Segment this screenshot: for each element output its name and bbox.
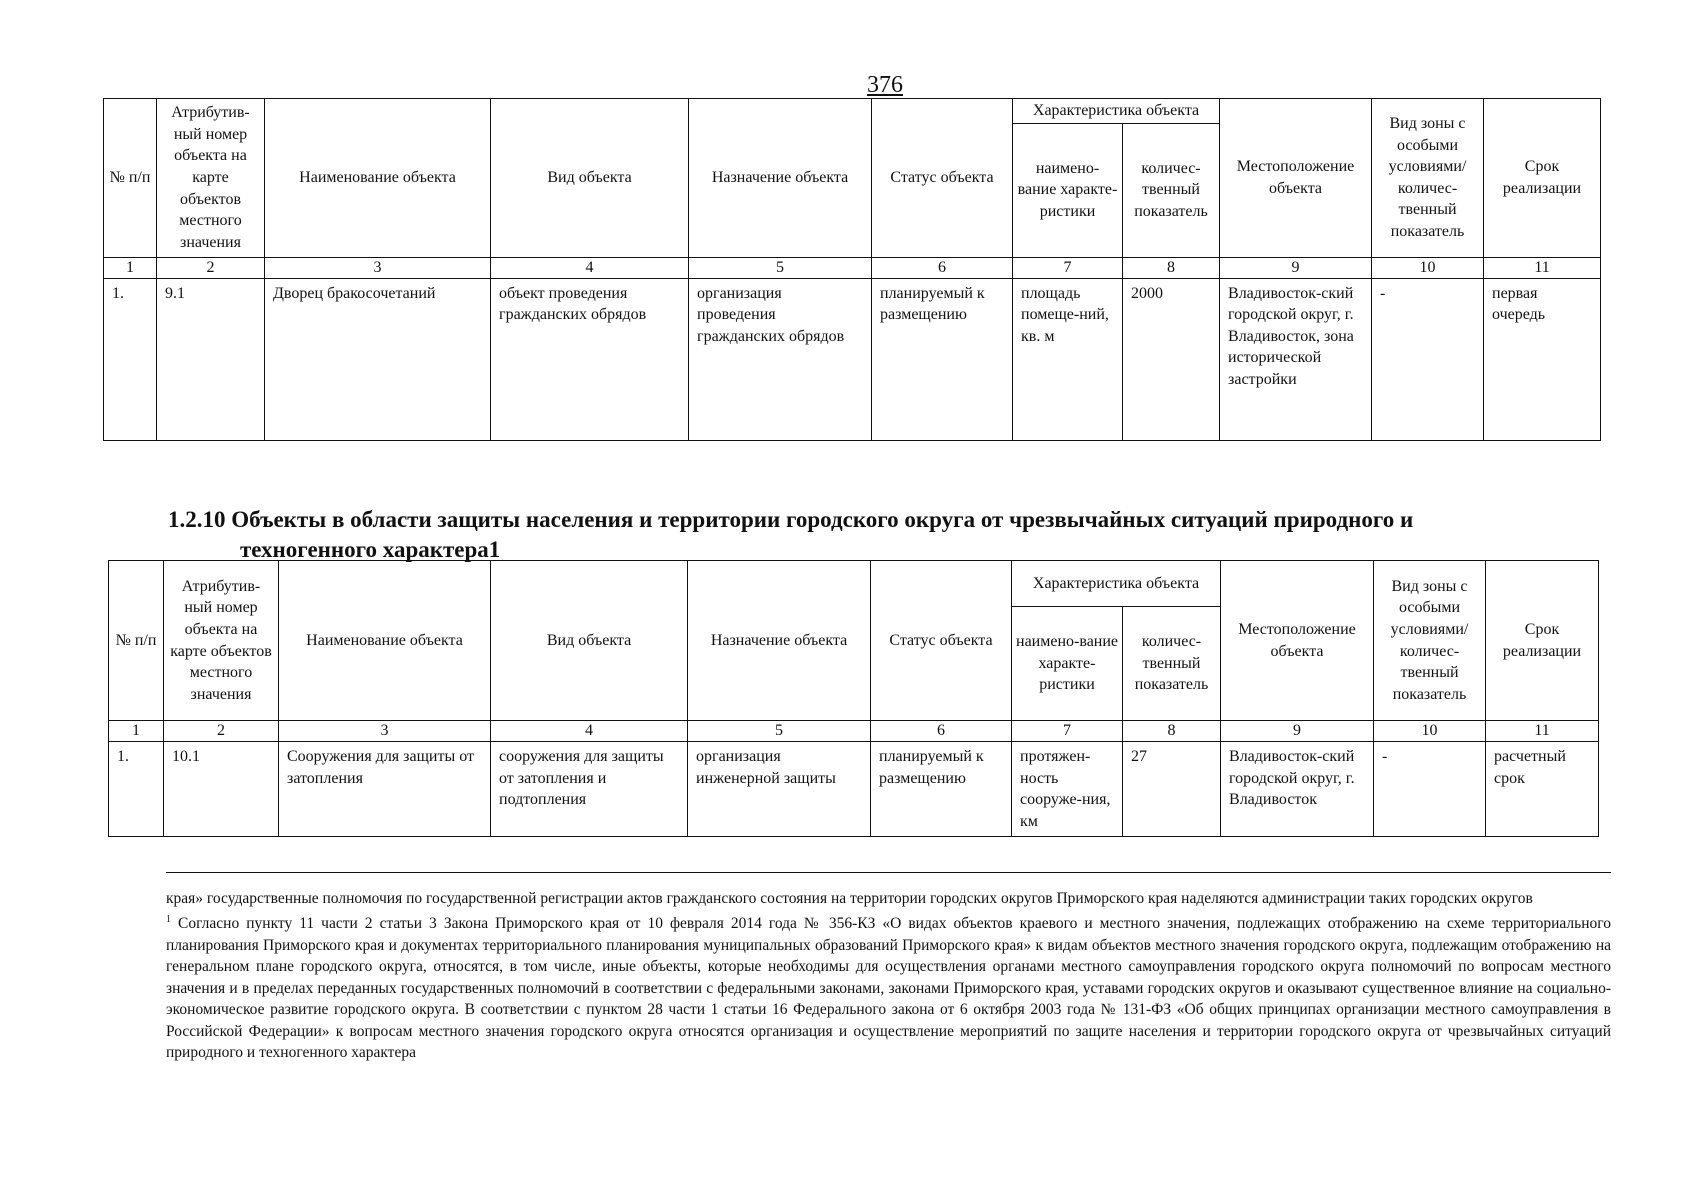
column-number: 5 bbox=[688, 721, 871, 742]
section-heading-line1: 1.2.10 Объекты в области защиты населения и территории городского округа от чрезвычайных ситуаций природного и bbox=[168, 507, 1414, 532]
cell-type: сооружения для защиты от затопления и подтопления bbox=[491, 742, 688, 837]
column-number: 10 bbox=[1374, 721, 1486, 742]
header-name: Наименование объекта bbox=[279, 561, 491, 721]
cell-location: Владивосток-ский городской округ, г. Владивосток bbox=[1221, 742, 1374, 837]
cell-name: Дворец бракосочетаний bbox=[265, 278, 491, 440]
column-number: 9 bbox=[1220, 257, 1372, 278]
column-number: 4 bbox=[491, 257, 689, 278]
section-heading bbox=[168, 505, 1608, 565]
cell-type: объект проведения гражданских обрядов bbox=[491, 278, 689, 440]
column-number: 8 bbox=[1123, 721, 1221, 742]
header-char-name: наимено-вание характе-ристики bbox=[1012, 607, 1123, 721]
header-status: Статус объекта bbox=[871, 561, 1012, 721]
header-attr: Атрибутив-ный номер объекта на карте объектов местного значения bbox=[164, 561, 279, 721]
footnotes bbox=[166, 888, 1611, 1063]
header-type: Вид объекта bbox=[491, 99, 689, 258]
cell-location: Владивосток-ский городской округ, г. Владивосток, зона исторической застройки bbox=[1220, 278, 1372, 440]
header-status: Статус объекта bbox=[872, 99, 1013, 258]
column-number: 3 bbox=[265, 257, 491, 278]
column-number: 11 bbox=[1486, 721, 1599, 742]
header-location: Местоположение объекта bbox=[1220, 99, 1372, 258]
header-zone: Вид зоны с особыми условиями/ количес-твенный показатель bbox=[1372, 99, 1484, 258]
page-number: 376 bbox=[867, 72, 903, 98]
header-term: Срок реализации bbox=[1484, 99, 1601, 258]
cell-name: Сооружения для защиты от затопления bbox=[279, 742, 491, 837]
cell-zone: - bbox=[1372, 278, 1484, 440]
footnote-1 bbox=[166, 909, 1611, 1063]
header-name: Наименование объекта bbox=[265, 99, 491, 258]
cell-attr: 10.1 bbox=[164, 742, 279, 837]
header-term: Срок реализации bbox=[1486, 561, 1599, 721]
objects-table-marriage bbox=[103, 98, 1601, 441]
column-number: 4 bbox=[491, 721, 688, 742]
header-location: Местоположение объекта bbox=[1221, 561, 1374, 721]
footnote-continuation: края» государственные полномочия по государственной регистрации актов гражданского состояния на территории городских округов Приморского края наделяются администрации таких городских округов bbox=[166, 890, 1533, 907]
header-char-name: наимено-вание характе-ристики bbox=[1013, 123, 1123, 257]
header-num: № п/п bbox=[104, 99, 157, 258]
cell-zone: - bbox=[1374, 742, 1486, 837]
cell-char-name: площадь помеще-ний, кв. м bbox=[1013, 278, 1123, 440]
column-number: 6 bbox=[872, 257, 1013, 278]
cell-status: планируемый к размещению bbox=[872, 278, 1013, 440]
column-number: 5 bbox=[689, 257, 872, 278]
column-number: 7 bbox=[1012, 721, 1123, 742]
footnote-divider bbox=[166, 872, 1611, 873]
column-number: 8 bbox=[1123, 257, 1220, 278]
header-num: № п/п bbox=[109, 561, 164, 721]
footnote-marker: 1 bbox=[166, 914, 171, 926]
column-number-row bbox=[109, 721, 1599, 742]
column-number: 10 bbox=[1372, 257, 1484, 278]
column-number: 1 bbox=[104, 257, 157, 278]
column-number: 6 bbox=[871, 721, 1012, 742]
cell-term: первая очередь bbox=[1484, 278, 1601, 440]
cell-char-value: 27 bbox=[1123, 742, 1221, 837]
cell-char-name: протяжен-ность сооруже-ния, км bbox=[1012, 742, 1123, 837]
header-zone: Вид зоны с особыми условиями/ количес-твенный показатель bbox=[1374, 561, 1486, 721]
header-purpose: Назначение объекта bbox=[689, 99, 872, 258]
column-number: 2 bbox=[157, 257, 265, 278]
table-row bbox=[104, 278, 1601, 440]
header-char-value: количес-твенный показатель bbox=[1123, 123, 1220, 257]
section-heading-line2: техногенного характера1 bbox=[240, 537, 501, 562]
table-row bbox=[109, 742, 1599, 837]
column-number: 7 bbox=[1013, 257, 1123, 278]
cell-char-value: 2000 bbox=[1123, 278, 1220, 440]
column-number: 2 bbox=[164, 721, 279, 742]
cell-term: расчетный срок bbox=[1486, 742, 1599, 837]
cell-purpose: организация проведения гражданских обрядов bbox=[689, 278, 872, 440]
column-number-row bbox=[104, 257, 1601, 278]
column-number: 11 bbox=[1484, 257, 1601, 278]
cell-purpose: организация инженерной защиты bbox=[688, 742, 871, 837]
header-characteristics: Характеристика объекта bbox=[1012, 561, 1221, 607]
cell-status: планируемый к размещению bbox=[871, 742, 1012, 837]
cell-attr: 9.1 bbox=[157, 278, 265, 440]
header-char-value: количес-твенный показатель bbox=[1123, 607, 1221, 721]
column-number: 9 bbox=[1221, 721, 1374, 742]
cell-num: 1. bbox=[109, 742, 164, 837]
header-characteristics: Характеристика объекта bbox=[1013, 99, 1220, 124]
footnote-1-text: Согласно пункту 11 части 2 статьи 3 Закона Приморского края от 10 февраля 2014 года № 356-КЗ «О видах объектов краевого и местного значения, подлежащих отображению на схеме территориального планирования Приморского края и документах территориального планирования муниципальных образований Приморского края» к видам объектов местного значения городского округа, подлежащим отображению на генеральном плане городского округа, относятся, в том числе, иные объекты, которые необходимы для осуществления органами местного самоуправления городского округа полномочий по вопросам местного значения и в пределах переданных государственных полномочий в соответствии с федеральными законами, законами Приморского края, уставами городских округов и оказывают существенное влияние на социально-экономическое развитие городского округа. В соответствии с пунктом 28 части 1 статьи 16 Федерального закона от 6 октября 2003 года № 131-ФЗ «Об общих принципах организации местного самоуправления в Российской Федерации» к вопросам местного значения городского округа относятся организация и осуществление мероприятий по защите населения и территории городского округа от чрезвычайных ситуаций природного и техногенного характера bbox=[166, 915, 1611, 1061]
column-number: 3 bbox=[279, 721, 491, 742]
header-type: Вид объекта bbox=[491, 561, 688, 721]
cell-num: 1. bbox=[104, 278, 157, 440]
header-purpose: Назначение объекта bbox=[688, 561, 871, 721]
objects-table-emergency bbox=[108, 560, 1599, 837]
header-attr: Атрибутив-ный номер объекта на карте объектов местного значения bbox=[157, 99, 265, 258]
column-number: 1 bbox=[109, 721, 164, 742]
